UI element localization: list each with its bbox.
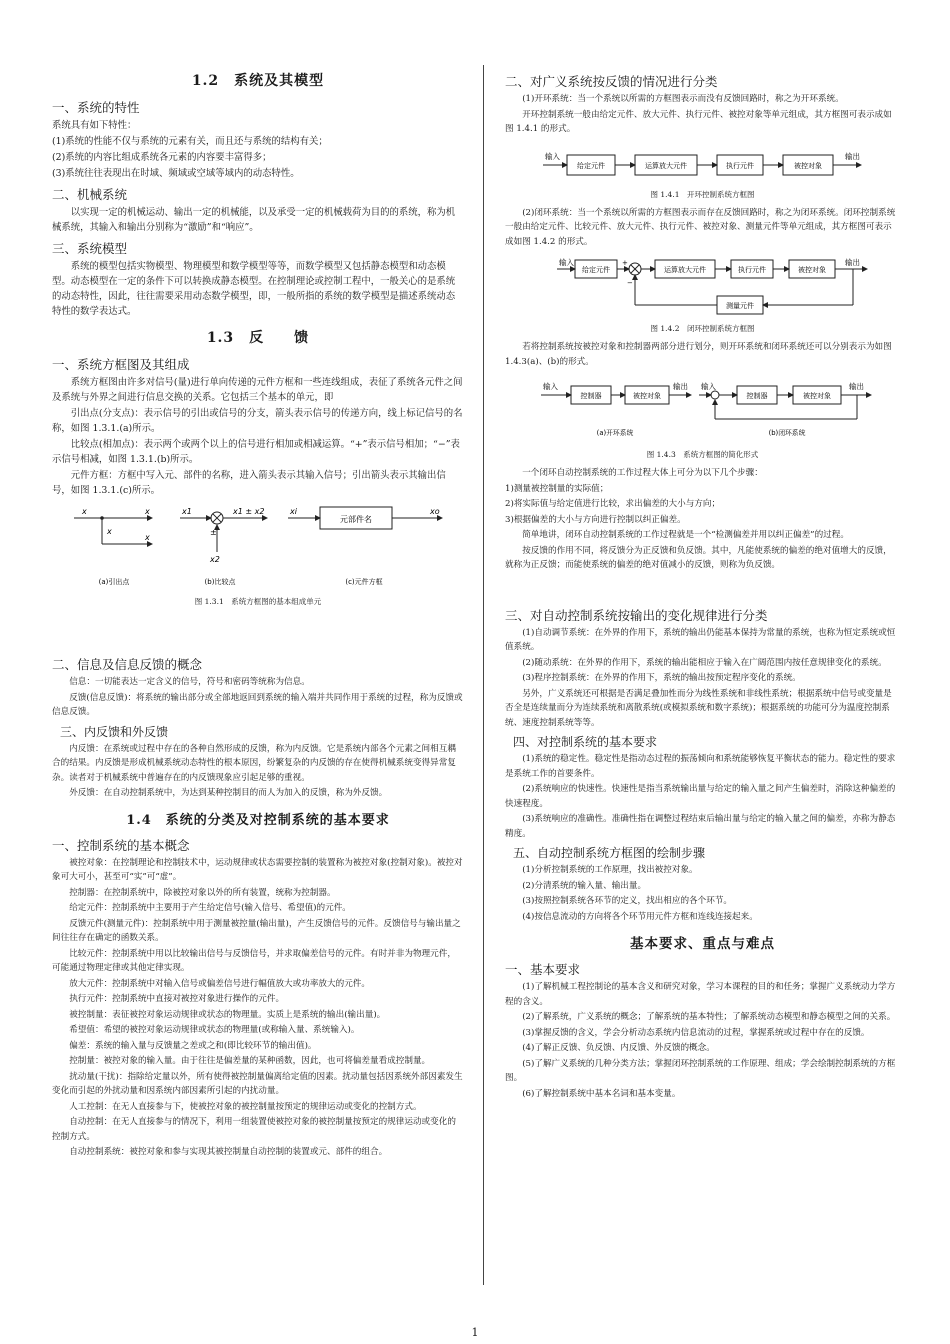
section-title-1-3: 1.3 反 馈 — [206, 330, 310, 346]
heading: 五、自动控制系统方框图的绘制步骤 — [513, 846, 706, 860]
paragraph: 元件方框：方框中写入元、部件的名称，进入箭头表示其输入信号；引出箭头表示其输出信号，如图 1.3.1.(c)所示。 — [52, 470, 446, 496]
paragraph: 内反馈：在系统或过程中存在的各种自然形成的反馈，称为内反馈。它是系统内部各个元素之间相互耦合的结果。内反馈是形成机械系统动态特性的根本原因，纷繁复杂的内反馈的存在使得机械系统变得异常复杂。读者对于机械系统中普遍存在的内反馈现象应引起足够的重视。 — [52, 743, 456, 783]
paragraph: 引出点(分支点)：表示信号的引出或信号的分支，箭头表示信号的传递方向，线上标记信号的名称，如图 1.3.1.(a)所示。 — [52, 408, 463, 434]
paragraph: 被控对象：在控制理论和控制技术中，运动规律或状态需要控制的装置称为被控对象(控制对象)。被控对象可大可小，甚至可“实”可“虚”。 — [52, 857, 463, 882]
summing-point-diagram — [180, 507, 267, 564]
paragraph: 开环控制系统一般由给定元件、放大元件、执行元件、被控对象等单元组成，其方框图可表示成如图 1.4.1 的形式。 — [505, 109, 892, 134]
block-plant: 被控对象 — [803, 392, 831, 400]
input-label: 输入 — [543, 382, 558, 391]
paragraph: (1)自动调节系统：在外界的作用下，系统的输出仍能基本保持为常量的系统，也称为恒定系统或恒值系统。 — [505, 627, 896, 652]
paragraph: (3)按照控制系统各环节的定义，找出相应的各个环节。 — [522, 896, 733, 906]
figure-1-4-1 — [505, 143, 900, 200]
figure-caption: 图 1.3.1 系统方框图的基本组成单元 — [194, 597, 322, 606]
input-label: 输入 — [559, 258, 574, 267]
paragraph: (3)程序控制系统：在外界的作用下，系统的输出按预定程序变化的系统。 — [522, 673, 801, 683]
heading: 一、系统的特性 — [52, 100, 140, 115]
heading: 四、对控制系统的基本要求 — [513, 735, 658, 749]
block-plant: 被控对象 — [633, 392, 661, 400]
paragraph: 偏差：系统的输入量与反馈量之差或之和(即比较环节的输出值)。 — [69, 1040, 317, 1051]
subcaption-b: (b)闭环系统 — [768, 429, 806, 437]
input-label: 输入 — [545, 151, 560, 161]
block-sensor: 测量元件 — [726, 302, 754, 310]
block-actuator: 执行元件 — [726, 161, 754, 170]
heading: 三、内反馈和外反馈 — [60, 724, 169, 739]
paragraph: 比较元件：控制系统中用以比较输出信号与反馈信号，并求取偏差信号的元件。有时并非为物理元件，可能通过物理定律或其他定律实现。 — [52, 948, 456, 973]
paragraph: 按反馈的作用不同，将反馈分为正反馈和负反馈。其中，凡能使系统的偏差的绝对值增大的反馈，就称为正反馈；而能使系统的偏差的绝对值减小的反馈，则称为负反馈。 — [505, 545, 892, 570]
paragraph: (2)随动系统：在外界的作用下，系统的输出能相应于输入在广阔范围内按任意规律变化的系统。 — [522, 657, 887, 668]
paragraph: (2)分清系统的输入量、输出量。 — [522, 880, 647, 891]
paragraph: 人工控制：在无人直接参与下，使被控对象的被控制量按预定的规律运动或变化的控制方式。 — [69, 1101, 422, 1112]
paragraph: 1)测量被控制量的实际值； — [505, 483, 609, 494]
paragraph: (2)闭环系统：当一个系统以所需的方框图表示而存在反馈回路时，称之为闭环系统。闭环控制系统一般由给定元件、比较元件、放大元件、执行元件、被控对象、测量元件等单元组成，其方框图可表示成如图 1.4.2 的形式。 — [505, 207, 896, 247]
heading: 三、对自动控制系统按输出的变化规律进行分类 — [505, 607, 768, 623]
figure-1-4-3 — [505, 375, 900, 460]
pickoff-point-diagram — [74, 507, 152, 544]
paragraph: 执行元件：控制系统中直接对被控对象进行操作的元件。 — [69, 994, 285, 1004]
figure-1-4-3-diagram — [505, 375, 900, 447]
left-column — [52, 60, 464, 1161]
output-label: 输出 — [849, 382, 864, 391]
output-label: 输出 — [673, 382, 688, 391]
paragraph: (6)了解控制系统中基本名词和基本变量。 — [522, 1088, 681, 1099]
subcaption-a: (a)引出点 — [98, 578, 130, 586]
input-label: 输入 — [701, 382, 716, 391]
paragraph: (2)系统响应的快速性。快速性是指当系统输出量与给定的输入量之间产生偏差时，消除这种偏差的快速程度。 — [505, 784, 896, 809]
paragraph: (2)系统的内容比组成系统各元素的内容要丰富得多； — [52, 152, 272, 163]
block-controller: 控制器 — [746, 392, 768, 400]
output-label: 输出 — [845, 151, 860, 161]
subcaption-b: (b)比较点 — [204, 578, 236, 586]
figure-1-4-1-diagram — [505, 143, 900, 187]
block-controller: 控制器 — [580, 392, 602, 400]
label-x: x — [145, 507, 150, 516]
block-given-element: 给定元件 — [577, 161, 605, 170]
paragraph: 被控制量：表征被控对象运动规律或状态的物理量。实质上是系统的输出(输出量)。 — [69, 1009, 386, 1020]
figure-caption: 图 1.4.3 系统方框图的简化形式 — [646, 450, 759, 459]
paragraph: 控制器：在控制系统中，除被控对象以外的所有装置，统称为控制器。 — [69, 887, 336, 898]
paragraph: 若将控制系统按被控对象和控制器两部分进行划分，则开环系统和闭环系统还可以分别表示为如图 1.4.3(a)、(b)的形式。 — [505, 342, 892, 367]
heading: 一、基本要求 — [505, 962, 581, 977]
label-plus-minus: ± — [210, 528, 217, 537]
section-title-requirements: 基本要求、重点与难点 — [630, 936, 775, 952]
heading: 二、信息及信息反馈的概念 — [52, 657, 203, 672]
paragraph: 自动控制：在无人直接参与的情况下，利用一组装置使被控对象的被控制量按预定的规律运动或变化的控制方式。 — [52, 1117, 456, 1142]
section-title-1-4: 1.4 系统的分类及对控制系统的基本要求 — [126, 812, 390, 828]
subcaption-a: (a)开环系统 — [596, 429, 634, 437]
block-amplifier: 运算放大元件 — [664, 266, 706, 274]
paragraph: 给定元件：控制系统中主要用于产生给定信号(输入信号、希望值)的元件。 — [69, 903, 351, 913]
figure-1-3-1-diagram — [52, 504, 464, 594]
paragraph: 系统方框图由许多对信号(量)进行单向传递的元件方框和一些连线组成，表征了系统各元件之间及系统与外界之间进行信息交换的关系。它包括三个基本的单元，即 — [52, 377, 463, 403]
component-block-diagram — [288, 507, 442, 529]
heading: 一、系统方框图及其组成 — [52, 357, 190, 372]
heading: 二、对广义系统按反馈的情况进行分类 — [505, 74, 718, 89]
right-column — [505, 60, 900, 1102]
paragraph: (1)分析控制系统的工作原理，找出被控对象。 — [522, 865, 698, 875]
page-number: 1 — [471, 1326, 479, 1339]
column-divider — [483, 65, 484, 1285]
paragraph: 一个闭环自动控制系统的工作过程大体上可分为以下几个步骤： — [522, 468, 763, 478]
label-x: x — [82, 507, 87, 516]
paragraph: (3)系统往往表现出在时域、频域或空域等域内的动态特性。 — [52, 168, 300, 179]
block-label: 元部件名 — [340, 515, 372, 524]
block-plant: 被控对象 — [798, 266, 826, 274]
paragraph: 系统的模型包括实物模型、物理模型和数学模型等等，而数学模型又包括静态模型和动态模型。动态模型在一定的条件下可以转换成静态模型。在控制理论或控制工程中，一般关心的是系统的动态特性，因此，往往需要采用动态数学模型，即，一般所指的系统的数学模型是描述系统动态特性的数学表达式。 — [52, 261, 456, 317]
paragraph: 控制量：被控对象的输入量。由于往往是偏差量的某种函数，因此，也可将偏差量看成控制量。 — [69, 1056, 431, 1066]
paragraph: 自动控制系统：被控对象和参与实现其被控制量自动控制的装置或元、部件的组合。 — [69, 1147, 388, 1157]
paragraph: 放大元件：控制系统中对输入信号或偏差信号进行幅值放大或功率放大的元件。 — [69, 978, 370, 989]
paragraph: (3)系统响应的准确性。准确性指在调整过程结束后输出量与给定的输入量之间的偏差，亦称为静态精度。 — [505, 814, 896, 839]
paragraph: 信息：一切能表达一定含义的信号，符号和密码等统称为信息。 — [69, 677, 310, 687]
paragraph: 以实现一定的机械运动、输出一定的机械能，以及承受一定的机械载荷为目的的系统，称为机械系统，其输入和输出分别称为“激励”和“响应”。 — [52, 207, 456, 233]
paragraph: (4)了解正反馈、负反馈、内反馈、外反馈的概念。 — [522, 1043, 715, 1053]
heading: 二、机械系统 — [52, 187, 128, 202]
figure-1-3-1 — [52, 504, 464, 607]
heading: 三、系统模型 — [52, 241, 128, 256]
output-label: 输出 — [845, 258, 860, 267]
paragraph: (4)按信息流动的方向将各个环节用元件方框和连线连接起来。 — [522, 911, 758, 922]
label-x: x — [145, 533, 150, 542]
figure-1-4-2-diagram — [505, 255, 900, 321]
paragraph: (2)了解系统，广义系统的概念；了解系统的基本特性；了解系统动态模型和静态模型之间的关系。 — [522, 1012, 896, 1022]
paragraph: (1)系统的稳定性。稳定性是指动态过程的振荡倾向和系统能够恢复平衡状态的能力。稳定性的要求是系统工作的首要条件。 — [505, 754, 896, 779]
paragraph: 3)根据偏差的大小与方向进行控制以纠正偏差。 — [505, 514, 686, 525]
label-x2: x2 — [210, 555, 220, 564]
paragraph: 扰动量(干扰)：指除给定量以外，所有使得被控制量偏离给定值的因素。扰动量包括因系统外部因素发生变化而引起的外扰动量和因系统内部因素所引起的内扰动量。 — [52, 1071, 463, 1096]
heading: 一、控制系统的基本概念 — [52, 837, 190, 853]
minus-sign: − — [627, 279, 633, 287]
paragraph: 反馈元件(测量元件)：控制系统中用于测量被控量(输出量)，产生反馈信号的元件。反馈信号与输出量之间往往存在确定的函数关系。 — [52, 918, 461, 943]
paragraph: 系统具有如下特性： — [52, 120, 137, 131]
paragraph: 比较点(相加点)：表示两个或两个以上的信号进行相加或相减运算。“+”表示信号相加；“−”表示信号相减，如图 1.3.1.(b)所示。 — [52, 439, 460, 465]
block-plant: 被控对象 — [794, 161, 822, 170]
figure-caption: 图 1.4.2 闭环控制系统方框图 — [650, 324, 755, 333]
block-given-element: 给定元件 — [582, 266, 610, 274]
plus-sign: + — [622, 259, 628, 267]
paragraph: (1)开环系统：当一个系统以所需的方框图表示而没有反馈回路时，称之为开环系统。 — [522, 94, 844, 104]
label-x: x — [107, 527, 112, 536]
label-xi: xi — [290, 507, 297, 516]
section-title-1-2: 1.2 系统及其模型 — [191, 73, 325, 89]
paragraph: (5)了解广义系统的几种分类方法；掌握闭环控制系统的工作原理、组成；学会绘制控制系统的方框图。 — [505, 1058, 896, 1083]
paragraph: 2)将实际值与给定值进行比较，求出偏差的大小与方向； — [505, 499, 721, 509]
paragraph: 希望值：希望的被控对象运动规律或状态的物理量(或称输入量、系统输入)。 — [69, 1025, 360, 1035]
block-actuator: 执行元件 — [738, 266, 766, 274]
label-x1: x1 — [182, 507, 192, 516]
figure-1-4-2 — [505, 255, 900, 334]
paragraph: (1)系统的性能不仅与系统的元素有关，而且还与系统的结构有关； — [52, 136, 328, 147]
label-xo: xo — [430, 507, 440, 516]
label-x1-pm-x2: x1 ± x2 — [233, 507, 265, 516]
paragraph: (3)掌握反馈的含义，学会分析动态系统内信息流动的过程，掌握系统或过程中存在的反馈。 — [522, 1027, 870, 1038]
subcaption-c: (c)元件方框 — [345, 578, 383, 586]
paragraph: 另外，广义系统还可根据是否满足叠加性而分为线性系统和非线性系统；根据系统中信号或变量是否全是连续量而分为连续系统和离散系统(或模拟系统和数字系统)；根据系统的功能可分为温度控制系统、速度控制系统等等。 — [505, 688, 892, 728]
paragraph: 简单地讲，闭环自动控制系统的工作过程就是一个“检测偏差并用以纠正偏差”的过程。 — [522, 530, 849, 540]
paragraph: 反馈(信息反馈)：将系统的输出部分或全部地返回到系统的输入端并共同作用于系统的过程，称为反馈或信息反馈。 — [52, 692, 463, 717]
figure-caption: 图 1.4.1 开环控制系统方框图 — [650, 189, 755, 199]
block-amplifier: 运算放大元件 — [645, 161, 687, 170]
paragraph: 外反馈：在自动控制系统中，为达到某种控制目的而人为加入的反馈，称为外反馈。 — [69, 788, 388, 798]
paragraph: (1)了解机械工程控制论的基本含义和研究对象，学习本课程的目的和任务；掌握广义系统动力学方程的含义。 — [505, 982, 896, 1007]
